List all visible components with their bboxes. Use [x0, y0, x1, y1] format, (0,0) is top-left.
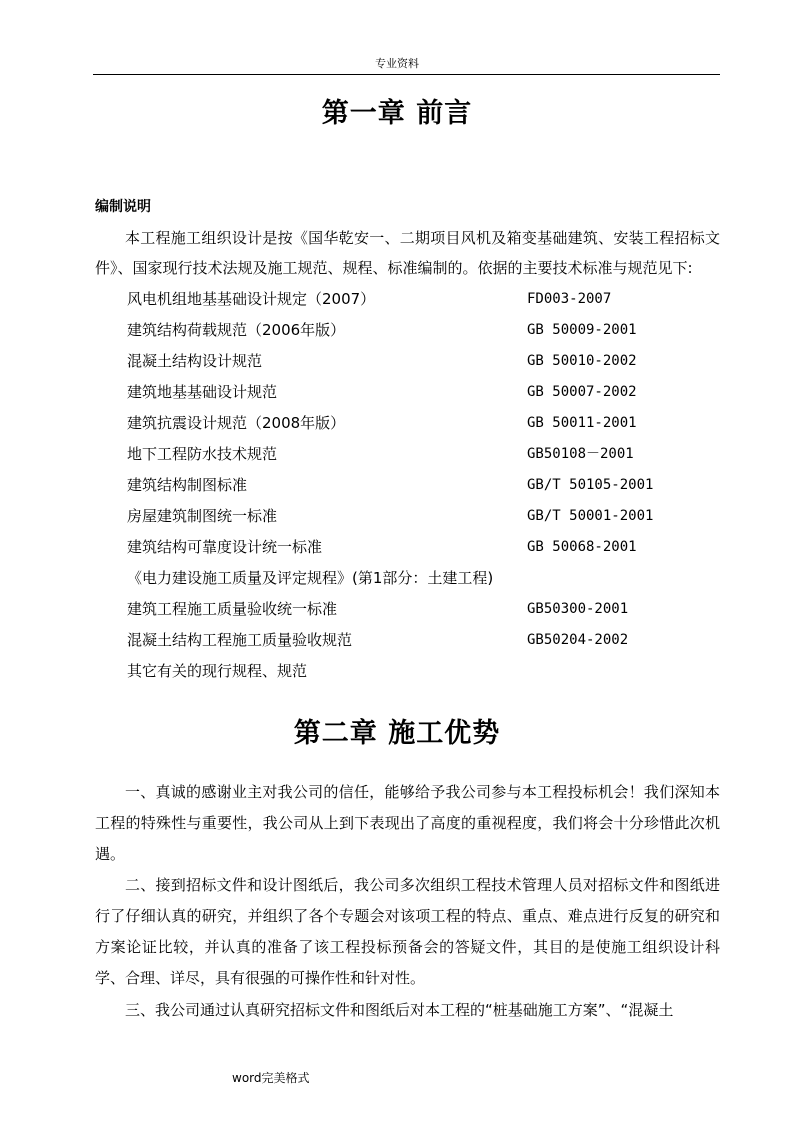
standard-row [127, 563, 720, 594]
standard-row [127, 284, 720, 315]
paragraph-2: 二、接到招标文件和设计图纸后，我公司多次组织工程技术管理人员对招标文件和图纸进行了仔细认真的研究，并组织了各个专题会对该项工程的特点、重点、难点进行反复的研究和方案论证比较，并认真的准备了该工程投标预备会的答疑文件，其目的是使施工组织设计科学、合理、详尽，具有很强的可操作性和针对性。 [95, 876, 720, 987]
standard-name: 房屋建筑制图统一标准 [127, 507, 278, 525]
section-subheading: 编制说明 [95, 199, 151, 215]
standard-row [127, 594, 720, 625]
header-divider [93, 74, 720, 75]
standard-name: 建筑结构可靠度设计统一标准 [127, 538, 323, 556]
standard-name: 建筑结构荷载规范（2006年版） [127, 321, 346, 339]
standard-row [127, 656, 720, 687]
intro-paragraph: 本工程施工组织设计是按《国华乾安一、二期项目风机及箱变基础建筑、安装工程招标文件》、国家现行技术法规及施工规范、规程、标准编制的。依据的主要技术标准与规范见下: [95, 229, 720, 277]
standard-code: GB/T 50105-2001 [527, 477, 654, 493]
paragraph-1: 一、真诚的感谢业主对我公司的信任，能够给予我公司参与本工程投标机会！我们深知本工程的特殊性与重要性，我公司从上到下表现出了高度的重视程度，我们将会十分珍惜此次机遇。 [95, 783, 720, 863]
standard-name: 混凝土结构工程施工质量验收规范 [127, 631, 353, 649]
standard-code: GB 50011-2001 [527, 415, 637, 431]
standard-code: GB 50068-2001 [527, 539, 637, 555]
standard-name: 地下工程防水技术规范 [127, 445, 278, 463]
standard-code: GB50204-2002 [527, 632, 629, 648]
standard-row [127, 501, 720, 532]
standard-name: 混凝土结构设计规范 [127, 352, 263, 370]
paragraph-3: 三、我公司通过认真研究招标文件和图纸后对本工程的“桩基础施工方案”、“混凝土 [125, 1001, 674, 1019]
standard-name: 建筑工程施工质量验收统一标准 [127, 600, 338, 618]
standard-row [127, 470, 720, 501]
page-header: 专业资料 [375, 57, 419, 70]
standard-row [127, 439, 720, 470]
standard-name: 其它有关的现行规程、规范 [127, 662, 308, 680]
standard-name: 风电机组地基基础设计规定（2007） [127, 290, 376, 308]
standard-code: GB50300-2001 [527, 601, 629, 617]
standards-list [127, 284, 720, 687]
standard-code: GB50108－2001 [527, 446, 634, 462]
standard-row [127, 408, 720, 439]
standard-code: GB 50010-2002 [527, 353, 637, 369]
standard-code: GB/T 50001-2001 [527, 508, 654, 524]
standard-row [127, 346, 720, 377]
standard-name: 《电力建设施工质量及评定规程》(第1部分：土建工程) [127, 569, 494, 587]
chapter-1-title: 第一章 前言 [321, 98, 473, 129]
standard-code: FD003-2007 [527, 291, 612, 307]
standard-row [127, 315, 720, 346]
standard-code: GB 50007-2002 [527, 384, 637, 400]
standard-row [127, 377, 720, 408]
page-footer: word完美格式 [232, 1071, 310, 1085]
standard-name: 建筑结构制图标准 [127, 476, 248, 494]
standard-name: 建筑抗震设计规范（2008年版） [127, 414, 346, 432]
standard-row [127, 625, 720, 656]
standard-name: 建筑地基基础设计规范 [127, 383, 278, 401]
standard-code: GB 50009-2001 [527, 322, 637, 338]
chapter-2-title: 第二章 施工优势 [293, 718, 501, 749]
standard-row [127, 532, 720, 563]
